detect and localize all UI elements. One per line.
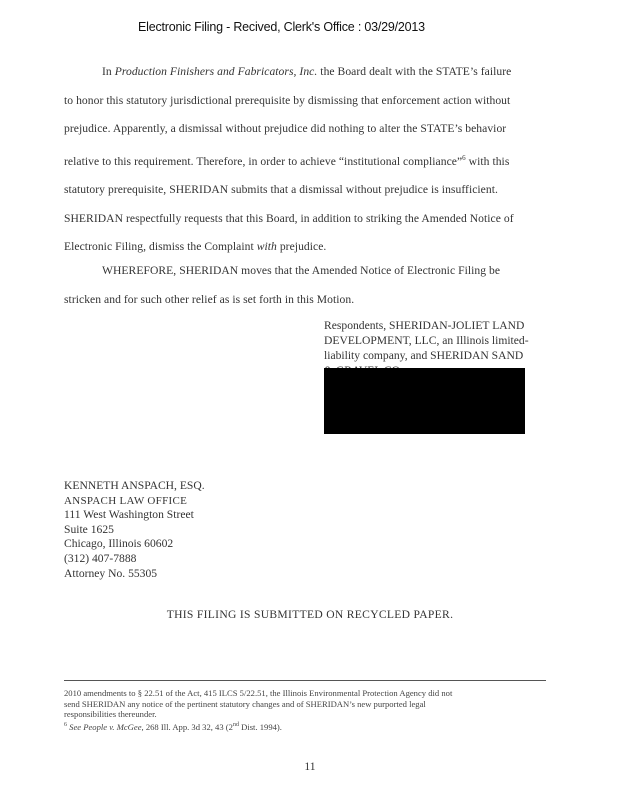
text-run: Dist. 1994). (238, 721, 282, 732)
attorney-street: 111 West Washington Street (64, 508, 194, 522)
text-run: with this (465, 154, 510, 168)
filing-stamp-header: Electronic Filing - Recived, Clerk's Office : 03/29/2013 (138, 20, 425, 34)
footnote-marker: 6 (462, 153, 466, 162)
signature-line: Respondents, SHERIDAN-JOLIET LAND (324, 319, 525, 332)
paragraph-line (64, 257, 544, 286)
footnotes (64, 688, 546, 732)
paragraph-line (64, 58, 544, 87)
footnote-marker: 6 (64, 721, 67, 728)
text-run: , 268 Ill. App. 3d 32, 43 (2 (141, 721, 233, 732)
paragraph-line: SHERIDAN respectfully requests that this Board, in addition to striking the Amended Notice of (64, 211, 514, 225)
recycled-paper-notice: THIS FILING IS SUBMITTED ON RECYCLED PAPER. (166, 608, 454, 621)
paragraph-line (64, 144, 544, 176)
footnote-line: send SHERIDAN any notice of the pertinent statutory changes and of SHERIDAN’s new purported legal (64, 698, 426, 709)
page-number: 11 (304, 760, 316, 773)
paragraph-dismissal (64, 58, 544, 262)
attorney-firm: ANSPACH LAW OFFICE (64, 494, 188, 507)
ordinal-suffix: nd (232, 721, 239, 728)
redaction-box (324, 368, 525, 434)
text-run: the Board dealt with the STATE’s failure (317, 65, 512, 78)
text-run: prejudice. (276, 240, 327, 254)
paragraph-line: to honor this statutory jurisdictional prerequisite by dismissing that enforcement action without (64, 93, 511, 107)
footnote-line: responsibilities thereunder. (64, 709, 157, 720)
signature-block (324, 318, 554, 368)
attorney-number: Attorney No. 55305 (64, 566, 158, 580)
attorney-phone: (312) 407-7888 (64, 551, 137, 565)
attorney-name: KENNETH ANSPACH, ESQ. (64, 479, 205, 492)
signature-line: DEVELOPMENT, LLC, an Illinois limited- (324, 334, 529, 347)
case-name: Production Finishers and Fabricators, Inc. (114, 65, 318, 78)
paragraph-line: stricken and for such other relief as is set forth in this Motion. (64, 292, 355, 306)
footnote-line: 2010 amendments to § 22.51 of the Act, 415 ILCS 5/22.51, the Illinois Environmental Protection Agency did not (64, 688, 453, 698)
text-run: Electronic Filing, dismiss the Complaint (64, 240, 257, 254)
paragraph-line: statutory prerequisite, SHERIDAN submits that a dismissal without prejudice is insufficient. (64, 183, 498, 197)
text-run: relative to this requirement. Therefore, in order to achieve “institutional compliance” (64, 154, 463, 168)
attorney-city: Chicago, Illinois 60602 (64, 537, 174, 551)
paragraph-line: prejudice. Apparently, a dismissal without prejudice did nothing to alter the STATE’s behavior (64, 122, 507, 136)
text-run: In (102, 65, 115, 78)
signature-line: liability company, and SHERIDAN SAND (324, 349, 524, 362)
footnote-6 (64, 720, 546, 732)
paragraph-wherefore (64, 257, 544, 314)
text-run: WHEREFORE, SHERIDAN moves that the Amended Notice of Electronic Filing be (102, 264, 501, 277)
attorney-suite: Suite 1625 (64, 522, 114, 536)
emphasis-with: with (256, 240, 277, 254)
footnote-case-name: See People v. McGee (69, 721, 142, 732)
attorney-block (64, 479, 205, 581)
footnote-divider (64, 680, 546, 681)
